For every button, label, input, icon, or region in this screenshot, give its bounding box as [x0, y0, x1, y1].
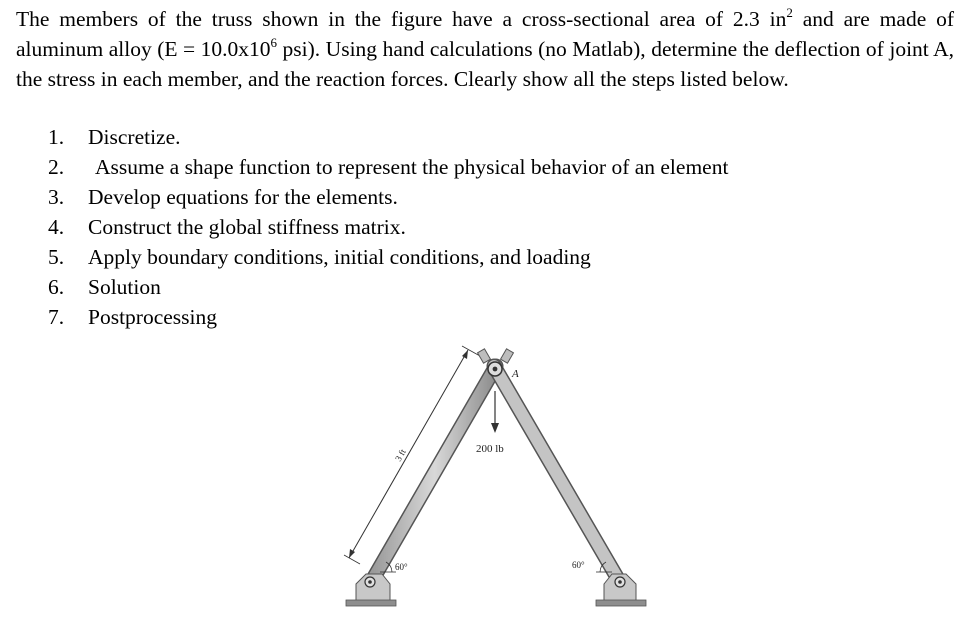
step-number: 4. [48, 215, 65, 239]
step-text: Discretize. [88, 125, 181, 149]
problem-text-3: psi). Using hand calculations (no Matlab), determine the deflection of joint A, the stress in each member, and the reaction forces. Clearly show all the steps listed below. [16, 37, 954, 91]
right-angle-label: 60° [572, 560, 585, 570]
joint-label: A [512, 368, 519, 380]
problem-text-1: The members of the truss shown in the figure have a cross-sectional area of 2.3 in [16, 7, 787, 31]
left-support [346, 574, 396, 606]
modulus-exponent: 6 [270, 34, 278, 50]
right-support [596, 574, 646, 606]
problem-statement [16, 4, 954, 94]
left-angle-label: 60° [395, 562, 408, 572]
step-number: 1. [48, 125, 65, 149]
list-item [48, 182, 728, 212]
list-item [48, 152, 728, 182]
step-text: Solution [88, 275, 161, 299]
step-text: Develop equations for the elements. [88, 185, 398, 209]
step-number: 2. [48, 155, 65, 179]
load-label: 200 lb [476, 443, 504, 455]
dimension-line [344, 346, 480, 564]
left-member [373, 366, 496, 579]
step-text: Construct the global stiffness matrix. [88, 215, 406, 239]
right-member [494, 366, 618, 579]
step-number: 5. [48, 245, 65, 269]
problem-text-2: and are made of aluminum alloy (E = 10.0x10 [16, 7, 954, 61]
list-item [48, 242, 728, 272]
step-text: Assume a shape function to represent the physical behavior of an element [95, 155, 729, 179]
list-item [48, 272, 728, 302]
list-item [48, 212, 728, 242]
step-text: Postprocessing [88, 305, 217, 329]
joint-a-pin [488, 362, 502, 376]
step-text: Apply boundary conditions, initial conditions, and loading [88, 245, 591, 269]
list-item [48, 302, 728, 332]
length-label: 3 ft [393, 447, 408, 463]
load-arrow [491, 391, 499, 433]
steps-list [48, 122, 728, 332]
step-number: 3. [48, 185, 65, 209]
step-number: 6. [48, 275, 65, 299]
step-number: 7. [48, 305, 65, 329]
area-exponent: 2 [786, 4, 793, 20]
truss-figure [300, 334, 680, 619]
list-item [48, 122, 728, 152]
